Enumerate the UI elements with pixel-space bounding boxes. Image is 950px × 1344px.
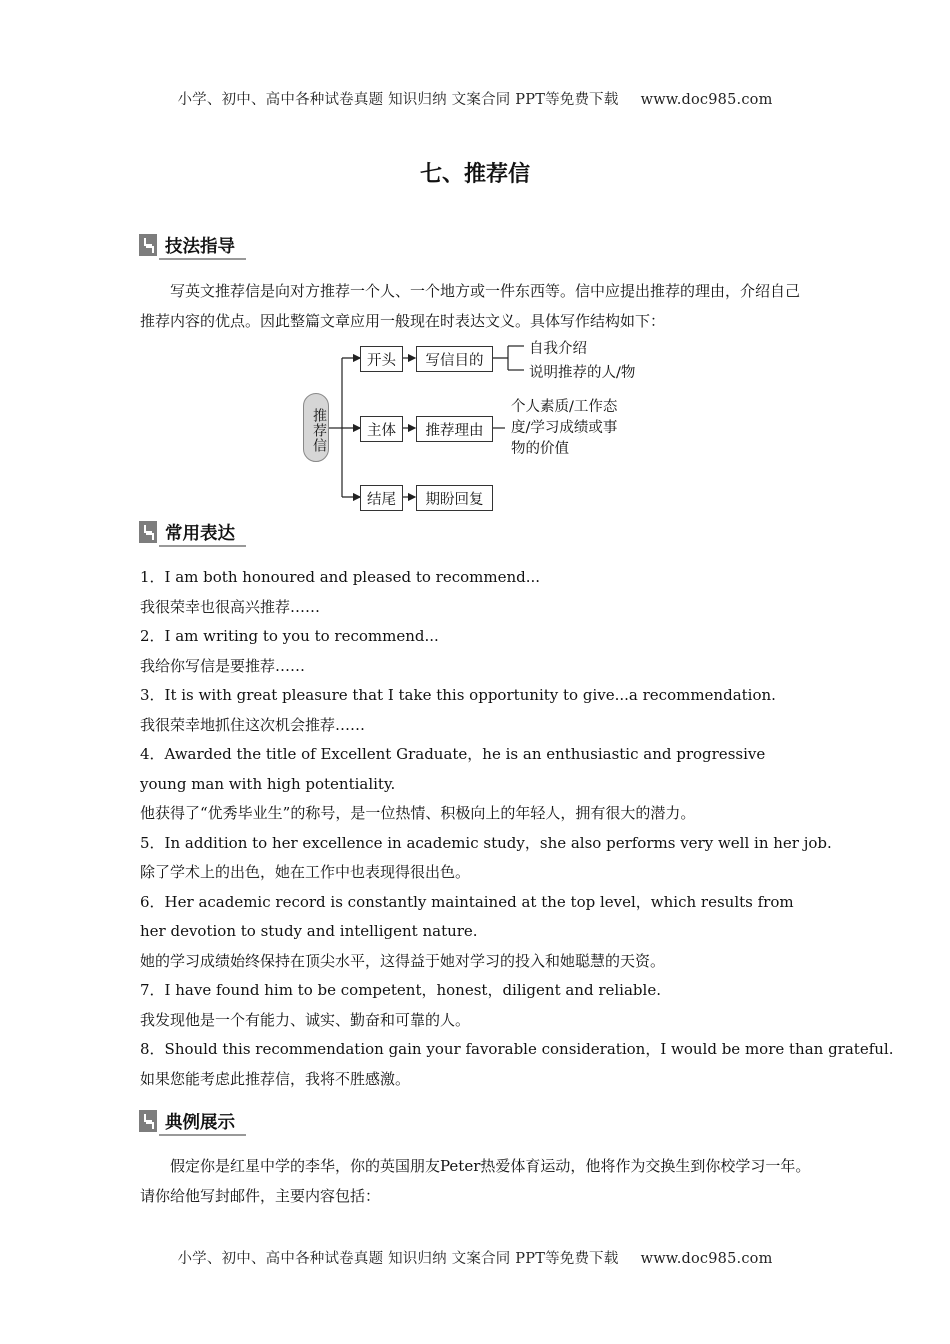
section-label: 典例展示: [165, 1113, 235, 1133]
expression-zh: 除了学术上的出色，她在工作中也表现得很出色。: [140, 863, 471, 881]
opening-box: 开头: [360, 346, 403, 372]
section-marker-icon: [139, 234, 157, 256]
body-detail-line: 物的价值: [511, 441, 569, 457]
expression-en: 3．It is with great pleasure that I take this opportunity to give...a recommendation.: [140, 686, 776, 704]
expression-en: 2．I am writing to you to recommend...: [140, 627, 439, 645]
footer-text: 小学、初中、高中各种试卷真题 知识归纳 文案合同 PPT等免费下载: [177, 1251, 619, 1267]
diagram-root: 推荐信: [303, 393, 329, 462]
expression-en: 8．Should this recommendation gain your favorable consideration，I would be more than grateful.: [140, 1040, 894, 1058]
structure-diagram: [298, 334, 658, 514]
page-footer: [0, 1247, 950, 1268]
section-marker-icon: [139, 1110, 157, 1132]
reason-box: 推荐理由: [416, 416, 493, 442]
body-detail: [511, 397, 617, 460]
expression-zh: 我发现他是一个有能力、诚实、勤奋和可靠的人。: [140, 1010, 471, 1029]
expression-zh: 我很荣幸地抓住这次机会推荐……: [140, 715, 366, 734]
expression-zh: 我给你写信是要推荐……: [140, 656, 306, 675]
body-detail-line: 个人素质/工作态: [511, 399, 618, 415]
purpose-box: 写信目的: [416, 346, 493, 372]
section-marker-icon: [139, 521, 157, 543]
expression-en: 7．I have found him to be competent，honest，diligent and reliable.: [140, 981, 661, 999]
expression-zh: 我很荣幸也很高兴推荐……: [140, 597, 321, 616]
intro-paragraph: 写英文推荐信是向对方推荐一个人、一个地方或一件东西等。信中应提出推荐的理由，介绍自己推荐内容的优点。因此整篇文章应用一般现在时表达文义。具体写作结构如下：: [140, 282, 801, 330]
reply-box: 期盼回复: [416, 485, 493, 511]
opening-item: 说明推荐的人/物: [529, 365, 636, 381]
header-url[interactable]: www.doc985.com: [640, 92, 773, 108]
expression-en: 6．Her academic record is constantly maintained at the top level，which results from her devotion to study and intelligent nature.: [140, 892, 794, 940]
closing-box: 结尾: [360, 485, 403, 511]
page-title: 七、推荐信: [419, 162, 530, 187]
section-label: 技法指导: [165, 237, 235, 257]
example-paragraph: 假定你是红星中学的李华，你的英国朋友Peter热爱体育运动，他将作为交换生到你校学习一年。请你给他写封邮件，主要内容包括：: [140, 1157, 811, 1205]
section-underline: [159, 258, 246, 260]
expression-en: 5．In addition to her excellence in academic study，she also performs very well in her job.: [140, 833, 832, 852]
section-underline: [159, 545, 246, 547]
opening-item: 自我介绍: [529, 341, 587, 357]
expression-en: 1．I am both honoured and pleased to recommend...: [140, 568, 541, 586]
expression-zh: 她的学习成绩始终保持在顶尖水平，这得益于她对学习的投入和她聪慧的天资。: [140, 951, 666, 970]
expression-zh: 如果您能考虑此推荐信，我将不胜感激。: [140, 1069, 411, 1088]
page-header: [0, 88, 950, 109]
section-underline: [159, 1134, 246, 1136]
footer-url[interactable]: www.doc985.com: [640, 1251, 773, 1267]
expressions-list: [140, 563, 894, 1094]
expression-zh: 他获得了“优秀毕业生”的称号，是一位热情、积极向上的年轻人，拥有很大的潜力。: [140, 804, 696, 822]
section-label: 常用表达: [165, 524, 235, 544]
header-text: 小学、初中、高中各种试卷真题 知识归纳 文案合同 PPT等免费下载: [177, 92, 619, 108]
body-box: 主体: [360, 416, 403, 442]
body-detail-line: 度/学习成绩或事: [511, 420, 618, 436]
expression-en: 4．Awarded the title of Excellent Graduate，he is an enthusiastic and progressive young man with high potentiality.: [140, 745, 766, 793]
